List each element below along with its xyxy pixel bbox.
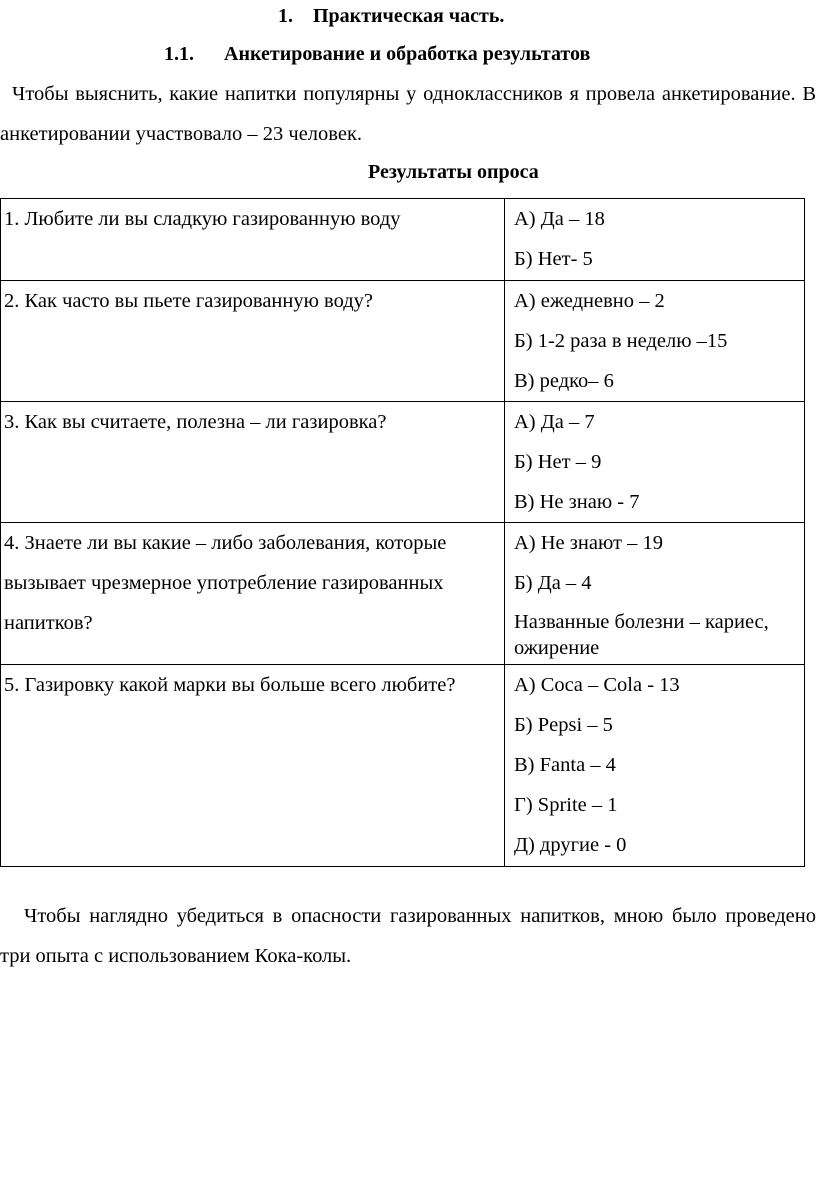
question-text: 1. Любите ли вы сладкую газированную воду [4,208,401,230]
answer-option: А) ежедневно – 2 [514,290,665,312]
table-caption: Результаты опроса [368,161,539,183]
answer-option: Б) Нет – 9 [514,451,602,473]
section-number: 1. [278,5,293,27]
question-cell [1,281,505,402]
answer-option: Г) Sprite – 1 [514,794,618,816]
table-row [1,523,805,665]
intro-paragraph: Чтобы выяснить, какие напитки популярны у одноклассников я провела анкетирование. В анкетировании участвовало – 23 человек. [0,83,816,145]
question-text: 5. Газировку какой марки вы больше всего любите? [4,674,456,696]
answer-option: А) Да – 7 [514,411,595,433]
answer-option: Б) Pepsi – 5 [514,714,613,736]
table-row [1,665,805,867]
answer-option: А) Не знают – 19 [514,532,663,554]
subsection-title: Анкетирование и обработка результатов [224,43,591,65]
section-title: Практическая часть. [313,5,505,27]
answer-option: В) Fanta – 4 [514,754,616,776]
answer-option: Д) другие - 0 [514,834,627,856]
answers-cell [505,199,805,281]
answer-note: Названные болезни – кариес, ожирение [514,611,769,659]
question-text: 4. Знаете ли вы какие – либо заболевания, которые вызывает чрезмерное употребление газированных напитков? [4,532,447,634]
answer-option: Б) Нет- 5 [514,248,593,270]
subsection-heading [164,42,590,66]
answer-option: А) Да – 18 [514,208,605,230]
survey-results-table [0,198,805,867]
answer-option: В) редко– 6 [514,370,614,392]
answer-option: В) Не знаю - 7 [514,491,640,513]
answers-cell [505,402,805,523]
question-cell [1,402,505,523]
table-row [1,402,805,523]
question-text: 2. Как часто вы пьете газированную воду? [4,290,374,312]
section-heading [278,4,504,28]
answers-cell [505,281,805,402]
answer-option: Б) 1-2 раза в неделю –15 [514,330,728,352]
answers-cell [505,523,805,665]
subsection-number: 1.1. [164,43,194,65]
answer-option: А) Coca – Cola - 13 [514,674,680,696]
answers-cell [505,665,805,867]
answer-option: Б) Да – 4 [514,572,592,594]
closing-paragraph: Чтобы наглядно убедиться в опасности газированных напитков, мною было проведено три опыта с использованием Кока-колы. [0,905,816,967]
question-text: 3. Как вы считаете, полезна – ли газировка? [4,411,387,433]
table-row [1,281,805,402]
question-cell [1,523,505,665]
table-row [1,199,805,281]
question-cell [1,665,505,867]
question-cell [1,199,505,281]
